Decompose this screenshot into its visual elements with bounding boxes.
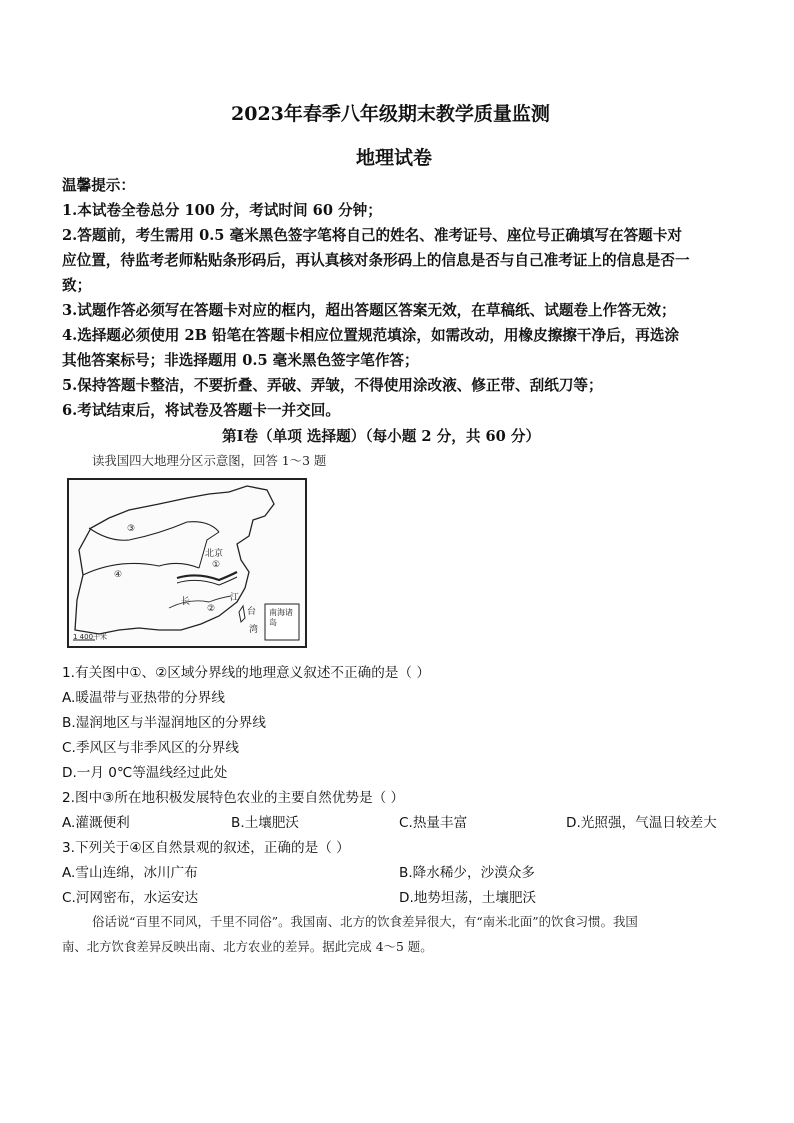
option-d: D.一月 0℃等温线经过此处 bbox=[62, 765, 228, 781]
exam-subtitle: 地理试卷 bbox=[356, 147, 433, 169]
taiwan-label-2: 湾 bbox=[249, 625, 259, 635]
region-4-label: ④ bbox=[114, 570, 123, 580]
region-3-label: ③ bbox=[127, 524, 136, 534]
option-d: D.地势坦荡，土壤肥沃 bbox=[399, 890, 537, 906]
section-heading: 第Ⅰ卷（单项 选择题）（每小题 2 分，共 60 分） bbox=[222, 428, 541, 445]
tips-line: 4.选择题必须使用 2B 铅笔在答题卡相应位置规范填涂，如需改动，用橡皮擦擦干净后，再选涂 bbox=[62, 327, 680, 344]
tips-line: 其他答案标号；非选择题用 0.5 毫米黑色签字笔作答； bbox=[62, 352, 419, 369]
option-c: C.河网密布，水运安达 bbox=[62, 890, 199, 906]
tips-line: 2.答题前，考生需用 0.5 毫米黑色签字笔将自己的姓名、准考证号、座位号正确填写在答题卡对 bbox=[62, 227, 682, 244]
region-1-label: ① bbox=[212, 560, 221, 570]
question-stem: 1.有关图中①、②区域分界线的地理意义叙述不正确的是（ ） bbox=[62, 665, 430, 681]
option-a: A.暖温带与亚热带的分界线 bbox=[62, 690, 225, 706]
tips-line: 应位置，待监考老师粘贴条形码后，再认真核对条形码上的信息是否与自己准考证上的信息是否一 bbox=[62, 252, 690, 269]
tips-line: 1.本试卷全卷总分 100 分，考试时间 60 分钟； bbox=[62, 202, 382, 219]
tips-line: 6.考试结束后，将试卷及答题卡一并交回。 bbox=[62, 402, 340, 419]
jiang-label: 江 bbox=[230, 593, 240, 603]
option-c: C.热量丰富 bbox=[399, 815, 468, 831]
option-a: A.灌溉便利 bbox=[62, 815, 130, 831]
china-region-map bbox=[67, 478, 307, 648]
question-stem: 3.下列关于④区自然景观的叙述，正确的是（ ） bbox=[62, 840, 350, 856]
option-d: D.光照强，气温日较差大 bbox=[566, 815, 717, 831]
chang-label: 长 bbox=[181, 597, 191, 607]
exam-title: 2023年春季八年级期末教学质量监测 bbox=[231, 103, 550, 125]
question-intro: 读我国四大地理分区示意图，回答 1～3 题 bbox=[92, 453, 327, 468]
question-stem: 2.图中③所在地积极发展特色农业的主要自然优势是（ ） bbox=[62, 790, 405, 806]
question-intro-2: 俗话说“百里不同风，千里不同俗”。我国南、北方的饮食差异很大，有“南米北面”的饮食习惯。我国 bbox=[92, 914, 638, 929]
region-2-label: ② bbox=[207, 604, 216, 614]
option-b: B.湿润地区与半湿润地区的分界线 bbox=[62, 715, 266, 731]
tips-line: 5.保持答题卡整洁，不要折叠、弄破、弄皱，不得使用涂改液、修正带、刮纸刀等； bbox=[62, 377, 603, 394]
tips-line: 致； bbox=[62, 277, 92, 294]
map-scale-label: 1 400千米 bbox=[73, 633, 108, 641]
tips-heading: 温馨提示： bbox=[62, 177, 135, 194]
option-b: B.土壤肥沃 bbox=[231, 815, 300, 831]
south-sea-islands-label: 南海诸岛 bbox=[269, 608, 293, 627]
beijing-label: 北京 bbox=[205, 549, 224, 559]
option-c: C.季风区与非季风区的分界线 bbox=[62, 740, 239, 756]
taiwan-label-1: 台 bbox=[247, 607, 257, 617]
option-b: B.降水稀少，沙漠众多 bbox=[399, 865, 535, 881]
question-intro-2-cont: 南、北方饮食差异反映出南、北方农业的差异。据此完成 4～5 题。 bbox=[62, 939, 433, 954]
tips-line: 3.试题作答必须写在答题卡对应的框内，超出答题区答案无效，在草稿纸、试题卷上作答无效； bbox=[62, 302, 676, 319]
option-a: A.雪山连绵，冰川广布 bbox=[62, 865, 198, 881]
